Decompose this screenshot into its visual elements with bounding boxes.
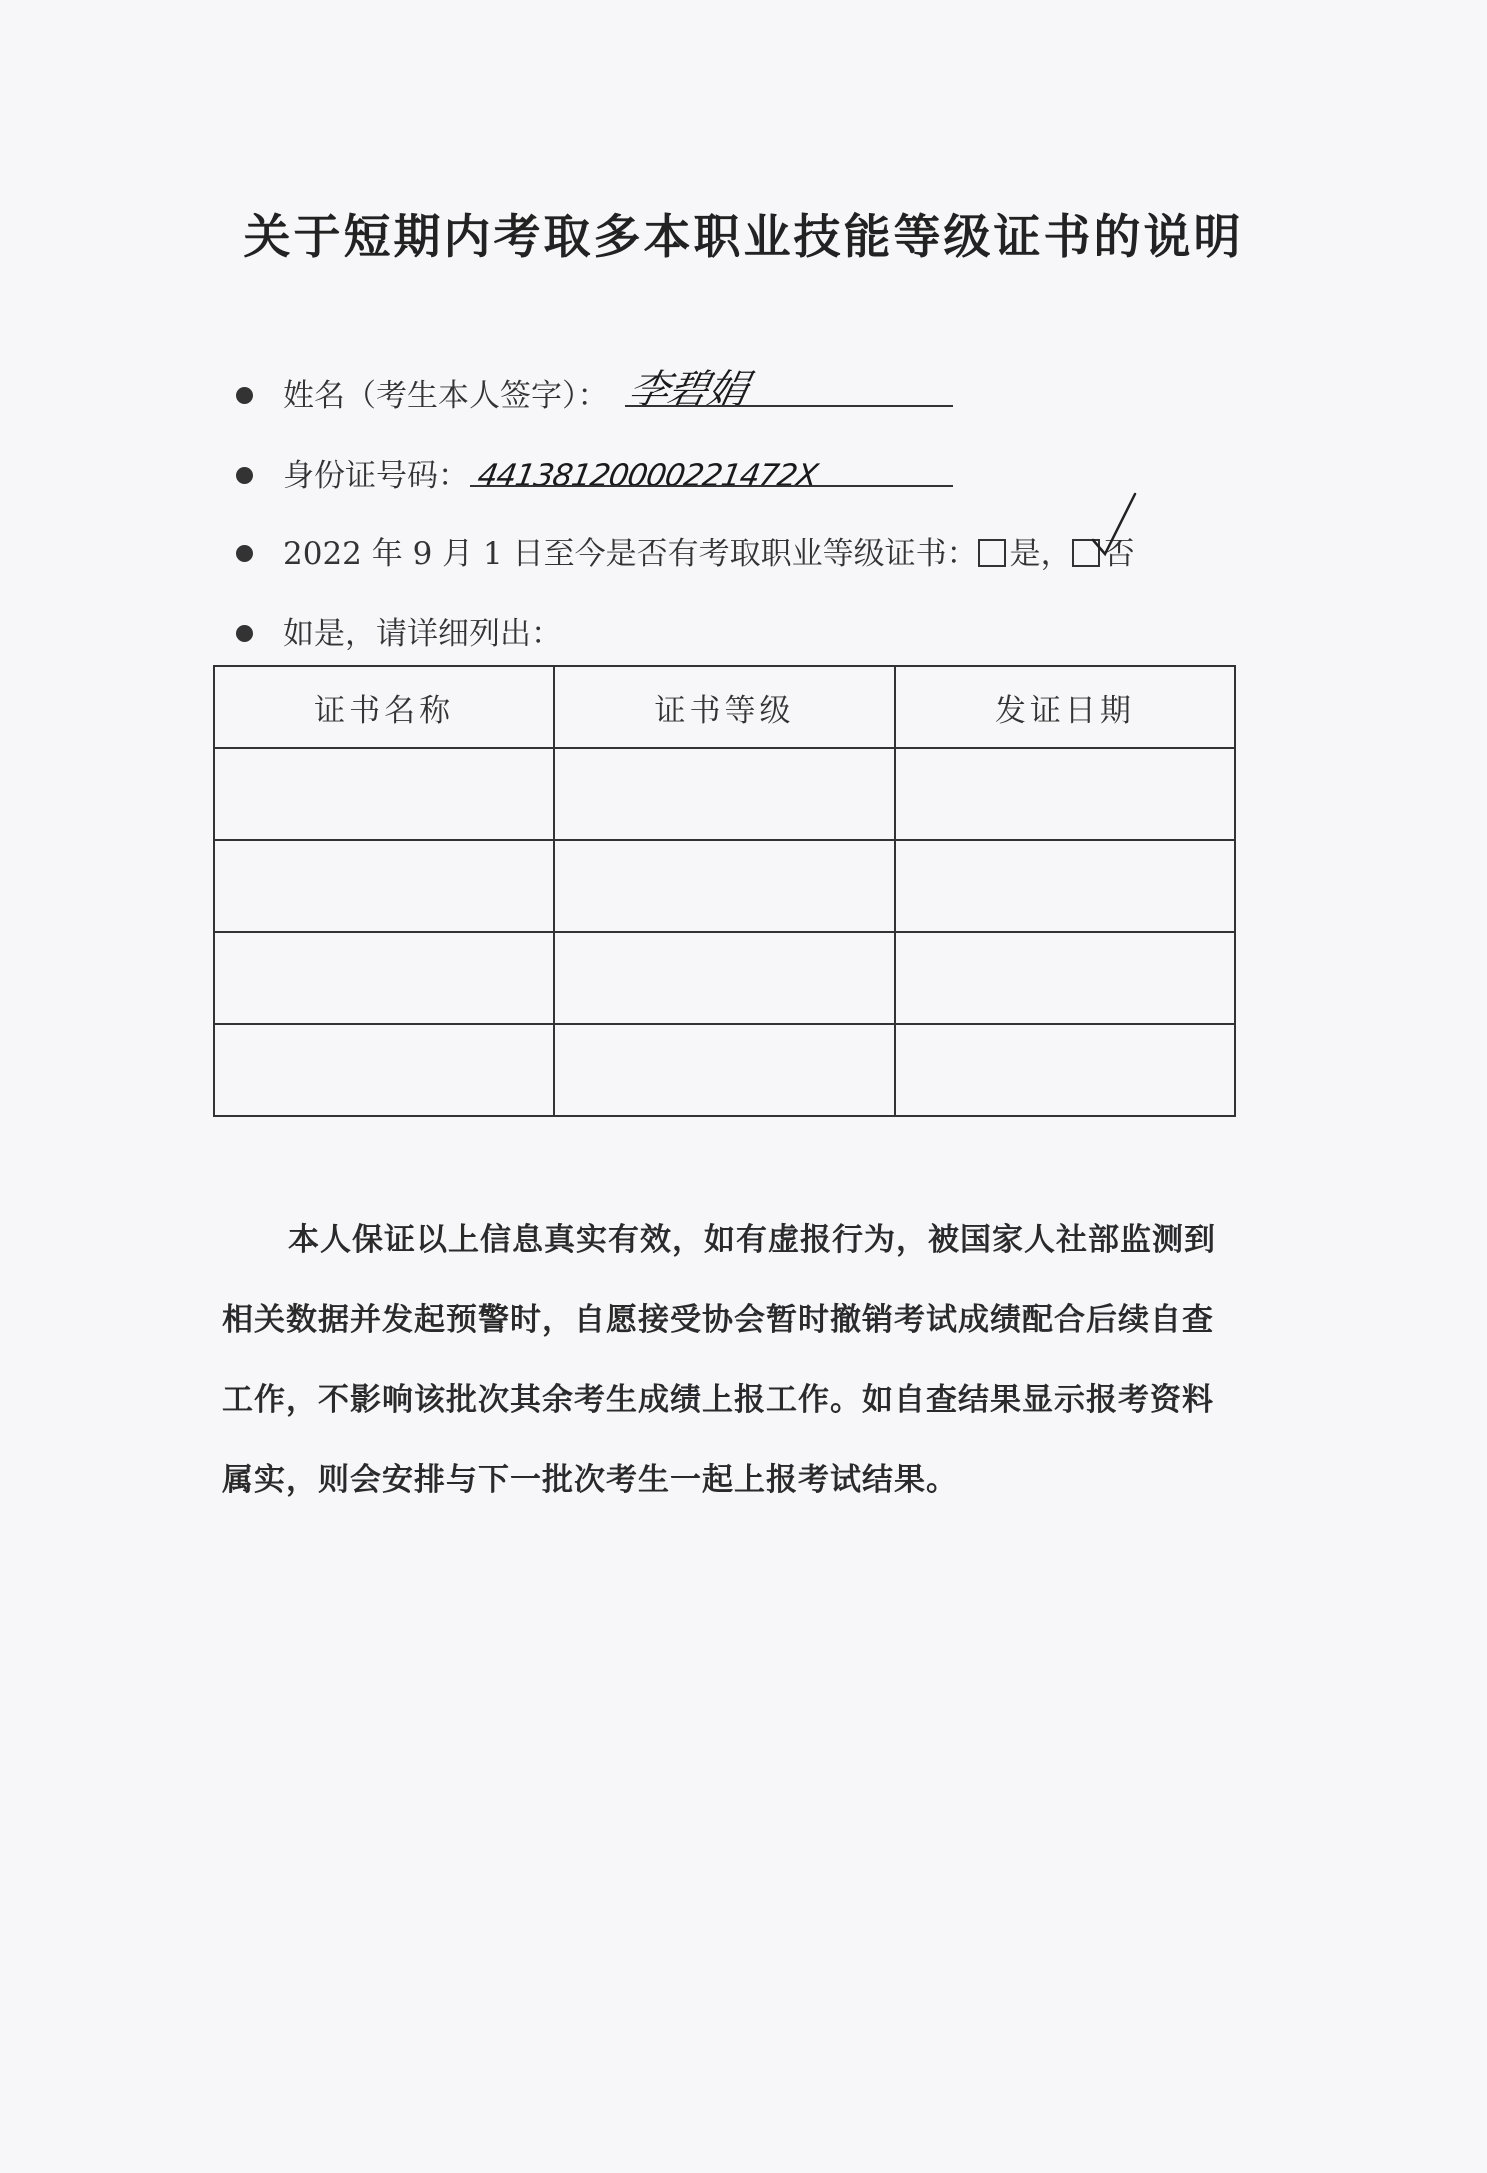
details-row — [236, 608, 562, 653]
table-cell[interactable] — [554, 840, 894, 932]
table-row — [214, 748, 1235, 840]
table-cell[interactable] — [895, 1024, 1235, 1116]
details-label: 如是，请详细列出： — [283, 616, 562, 652]
page-title: 关于短期内考取多本职业技能等级证书的说明 — [243, 210, 1244, 265]
table-cell[interactable] — [895, 748, 1235, 840]
table-cell[interactable] — [214, 748, 554, 840]
table-cell[interactable] — [895, 840, 1235, 932]
table-row — [214, 1024, 1235, 1116]
bullet-dot — [236, 467, 253, 484]
header-cert-name: 证书名称 — [214, 666, 554, 748]
signature-line — [625, 405, 953, 407]
bullet-dot — [236, 387, 253, 404]
id-row — [236, 450, 469, 495]
table-cell[interactable] — [554, 1024, 894, 1116]
header-issue-date: 发证日期 — [895, 666, 1235, 748]
id-label: 身份证号码： — [283, 458, 469, 494]
id-line — [470, 485, 953, 487]
name-row — [236, 370, 609, 415]
table-cell[interactable] — [554, 932, 894, 1024]
question-label: 2022 年 9 月 1 日至今是否有考取职业等级证书： — [283, 536, 978, 572]
table-cell[interactable] — [554, 748, 894, 840]
certificate-table — [213, 665, 1236, 1117]
question-row — [236, 528, 1135, 573]
table-cell[interactable] — [214, 932, 554, 1024]
table-cell[interactable] — [214, 1024, 554, 1116]
id-number: 44138120000221472X — [474, 458, 820, 494]
statement-paragraph: 本人保证以上信息真实有效，如有虚报行为，被国家人社部监测到相关数据并发起预警时，自愿接受协会暂时撤销考试成绩配合后续自查工作，不影响该批次其余考生成绩上报工作。如自查结果显示报考资料属实，则会安排与下一批次考生一起上报考试结果。 — [222, 1222, 1216, 1498]
name-label: 姓名（考生本人签字）： — [283, 378, 609, 414]
no-label: 否 — [1103, 536, 1135, 572]
table-row — [214, 932, 1235, 1024]
bullet-dot — [236, 625, 253, 642]
bullet-dot — [236, 545, 253, 562]
yes-label: 是， — [1009, 536, 1072, 572]
signature: 李碧娟 — [624, 367, 752, 413]
header-cert-level: 证书等级 — [554, 666, 894, 748]
checkmark-icon — [1085, 490, 1141, 562]
table-row — [214, 840, 1235, 932]
table-header-row — [214, 666, 1235, 748]
table-cell[interactable] — [895, 932, 1235, 1024]
table-cell[interactable] — [214, 840, 554, 932]
yes-checkbox[interactable] — [978, 539, 1006, 567]
